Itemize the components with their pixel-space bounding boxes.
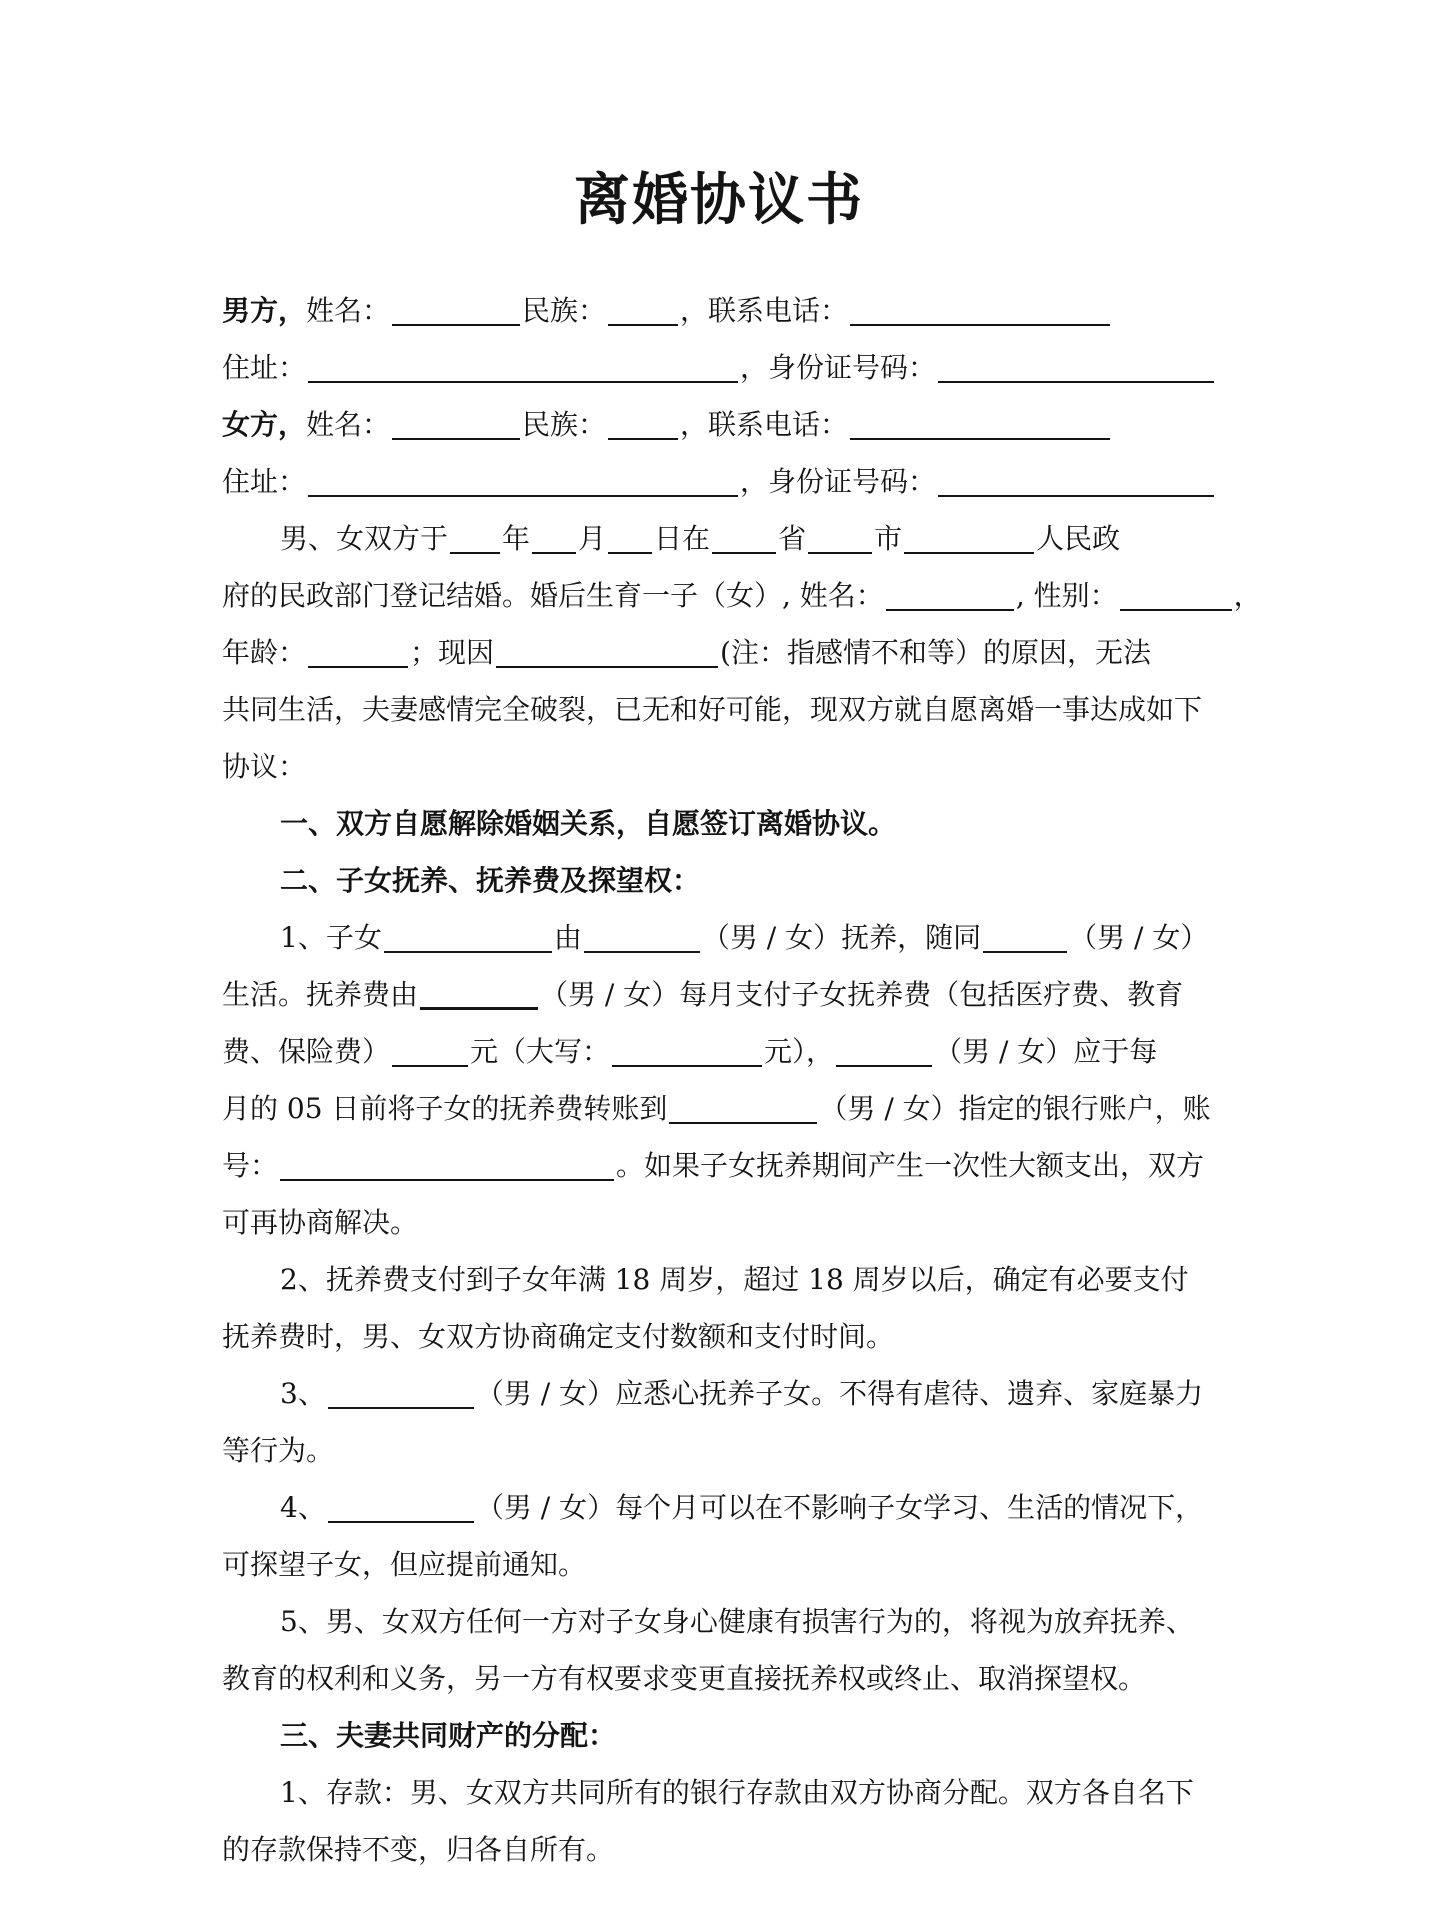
female-info-line bbox=[222, 396, 1230, 453]
clause-text: 3、 bbox=[280, 1377, 326, 1410]
recipient-blank[interactable] bbox=[669, 1094, 817, 1124]
address-label: 住址： bbox=[222, 351, 307, 384]
male-id-blank[interactable] bbox=[938, 353, 1214, 383]
clause-text: （男 / 女）抚养，随同 bbox=[701, 921, 982, 954]
gov-label: 人民政 bbox=[1036, 522, 1121, 555]
phone-label: ，联系电话： bbox=[680, 408, 849, 441]
clause-text: （男 / 女）每月支付子女抚养费（包括医疗费、教育 bbox=[540, 978, 1184, 1011]
city-blank[interactable] bbox=[808, 524, 872, 554]
custodian-blank[interactable] bbox=[584, 923, 700, 953]
clause-2-1-line-1 bbox=[222, 909, 1230, 966]
id-label: ，身份证号码： bbox=[740, 351, 937, 384]
female-ethnic-blank[interactable] bbox=[608, 410, 678, 440]
clause-2-1-line-6: 可再协商解决。 bbox=[222, 1206, 419, 1239]
month-blank[interactable] bbox=[532, 524, 576, 554]
day-label: 日在 bbox=[654, 522, 711, 555]
amount-blank[interactable] bbox=[392, 1037, 468, 1067]
reason-label: ；现因 bbox=[410, 636, 495, 669]
male-info-line bbox=[222, 282, 1230, 339]
clause-text: 4、 bbox=[280, 1491, 326, 1524]
female-address-blank[interactable] bbox=[308, 467, 738, 497]
section-3-heading: 三、夫妻共同财产的分配： bbox=[280, 1719, 617, 1752]
clause-2-4-line-1 bbox=[222, 1479, 1230, 1536]
gender-label: , 性别： bbox=[1015, 579, 1118, 612]
clause-text: （男 / 女）应于每 bbox=[934, 1035, 1158, 1068]
age-label: 年龄： bbox=[222, 636, 307, 669]
account-blank[interactable] bbox=[280, 1151, 614, 1181]
clause-3-1-line-2: 的存款保持不变，归各自所有。 bbox=[222, 1833, 615, 1866]
ethnic-label: 民族： bbox=[522, 294, 607, 327]
ethnic-label: 民族： bbox=[522, 408, 607, 441]
clause-text: 月的 05 日前将子女的抚养费转账到 bbox=[222, 1092, 668, 1125]
visitor-blank[interactable] bbox=[328, 1493, 474, 1523]
intro-line-1 bbox=[222, 510, 1230, 567]
gender-blank[interactable] bbox=[1120, 581, 1232, 611]
clause-2-1-line-3 bbox=[222, 1023, 1230, 1080]
clause-text: 元） bbox=[764, 1035, 807, 1068]
male-name-blank[interactable] bbox=[392, 296, 520, 326]
intro-line-3 bbox=[222, 624, 1230, 681]
clause-2-1-line-5 bbox=[222, 1137, 1230, 1194]
clause-text: （男 / 女） bbox=[1069, 921, 1209, 954]
payer-blank[interactable] bbox=[420, 979, 538, 1010]
name-label: 姓名： bbox=[306, 408, 391, 441]
female-address-line bbox=[222, 453, 1230, 510]
reason-note: (注：指感情不和等）的原因，无法 bbox=[720, 636, 1151, 669]
clause-2-5-line-1: 5、男、女双方任何一方对子女身心健康有损害行为的，将视为放弃抚养、 bbox=[280, 1605, 1194, 1638]
clause-2-4-line-2: 可探望子女，但应提前通知。 bbox=[222, 1548, 587, 1581]
intro-text: 男、女双方于 bbox=[280, 522, 449, 555]
clause-text: 1、子女 bbox=[280, 921, 382, 954]
male-phone-blank[interactable] bbox=[850, 296, 1110, 326]
clause-text: 由 bbox=[553, 921, 582, 954]
clause-2-1-line-4 bbox=[222, 1080, 1230, 1137]
document-body bbox=[222, 282, 1262, 1878]
child-name-label: 府的民政部门登记结婚。婚后生育一子（女）, 姓名： bbox=[222, 579, 884, 612]
age-blank[interactable] bbox=[308, 638, 408, 668]
clause-2-2-line-1: 2、抚养费支付到子女年满 18 周岁，超过 18 周岁以后，确定有必要支付 bbox=[280, 1263, 1189, 1296]
section-1-heading: 一、双方自愿解除婚姻关系，自愿签订离婚协议。 bbox=[280, 807, 897, 840]
intro-line-4: 共同生活，夫妻感情完全破裂，已无和好可能，现双方就自愿离婚一事达成如下 bbox=[222, 693, 1203, 726]
child-blank[interactable] bbox=[384, 923, 552, 953]
reason-blank[interactable] bbox=[496, 638, 718, 668]
live-with-blank[interactable] bbox=[983, 923, 1067, 953]
clause-2-3-line-2: 等行为。 bbox=[222, 1434, 335, 1467]
male-address-line bbox=[222, 339, 1230, 396]
clause-text: 生活。抚养费由 bbox=[222, 978, 419, 1011]
province-label: 省 bbox=[778, 522, 807, 555]
intro-line-2 bbox=[222, 567, 1262, 624]
child-name-blank[interactable] bbox=[886, 581, 1014, 611]
female-name-blank[interactable] bbox=[392, 410, 520, 440]
address-label: 住址： bbox=[222, 465, 307, 498]
male-ethnic-blank[interactable] bbox=[608, 296, 678, 326]
clause-text: 费、保险费） bbox=[222, 1035, 391, 1068]
phone-label: ，联系电话： bbox=[680, 294, 849, 327]
id-label: ，身份证号码： bbox=[740, 465, 937, 498]
clause-2-1-line-2 bbox=[222, 966, 1230, 1023]
clause-text: （男 / 女）每个月可以在不影响子女学习、生活的情况下， bbox=[475, 1491, 1204, 1524]
day-blank[interactable] bbox=[608, 524, 652, 554]
clause-text: （男 / 女）指定的银行账户，账 bbox=[819, 1092, 1211, 1125]
clause-text: 。如果子女抚养期间产生一次性大额支出，双方 bbox=[616, 1149, 1205, 1182]
female-phone-blank[interactable] bbox=[850, 410, 1110, 440]
intro-line-5: 协议： bbox=[222, 750, 307, 783]
province-blank[interactable] bbox=[712, 524, 776, 554]
caregiver-blank[interactable] bbox=[328, 1379, 474, 1409]
amount-uppercase-blank[interactable] bbox=[612, 1037, 762, 1067]
male-address-blank[interactable] bbox=[308, 353, 738, 383]
female-id-blank[interactable] bbox=[938, 467, 1214, 497]
clause-2-5-line-2: 教育的权利和义务，另一方有权要求变更直接抚养权或终止、取消探望权。 bbox=[222, 1662, 1147, 1695]
section-2-heading: 二、子女抚养、抚养费及探望权： bbox=[280, 864, 701, 897]
document-title: 离婚协议书 bbox=[574, 168, 864, 233]
clause-2-3-line-1 bbox=[222, 1365, 1230, 1422]
year-blank[interactable] bbox=[450, 524, 500, 554]
comma: ， bbox=[1233, 579, 1262, 612]
female-label: 女方， bbox=[222, 408, 307, 441]
male-label: 男方， bbox=[222, 294, 307, 327]
gov-blank[interactable] bbox=[904, 524, 1034, 554]
month-label: 月 bbox=[578, 522, 607, 555]
clause-text: 号： bbox=[222, 1149, 279, 1182]
clause-text: （男 / 女）应悉心抚养子女。不得有虐待、遗弃、家庭暴力 bbox=[475, 1377, 1204, 1410]
year-label: 年 bbox=[502, 522, 531, 555]
clause-text: ， bbox=[806, 1035, 835, 1068]
clause-text: 元（大写： bbox=[470, 1035, 611, 1068]
city-label: 市 bbox=[874, 522, 903, 555]
clause-2-2-line-2: 抚养费时，男、女双方协商确定支付数额和支付时间。 bbox=[222, 1320, 895, 1353]
pay-party-blank[interactable] bbox=[836, 1037, 932, 1067]
name-label: 姓名： bbox=[306, 294, 391, 327]
clause-3-1-line-1: 1、存款：男、女双方共同所有的银行存款由双方协商分配。双方各自名下 bbox=[280, 1776, 1194, 1809]
